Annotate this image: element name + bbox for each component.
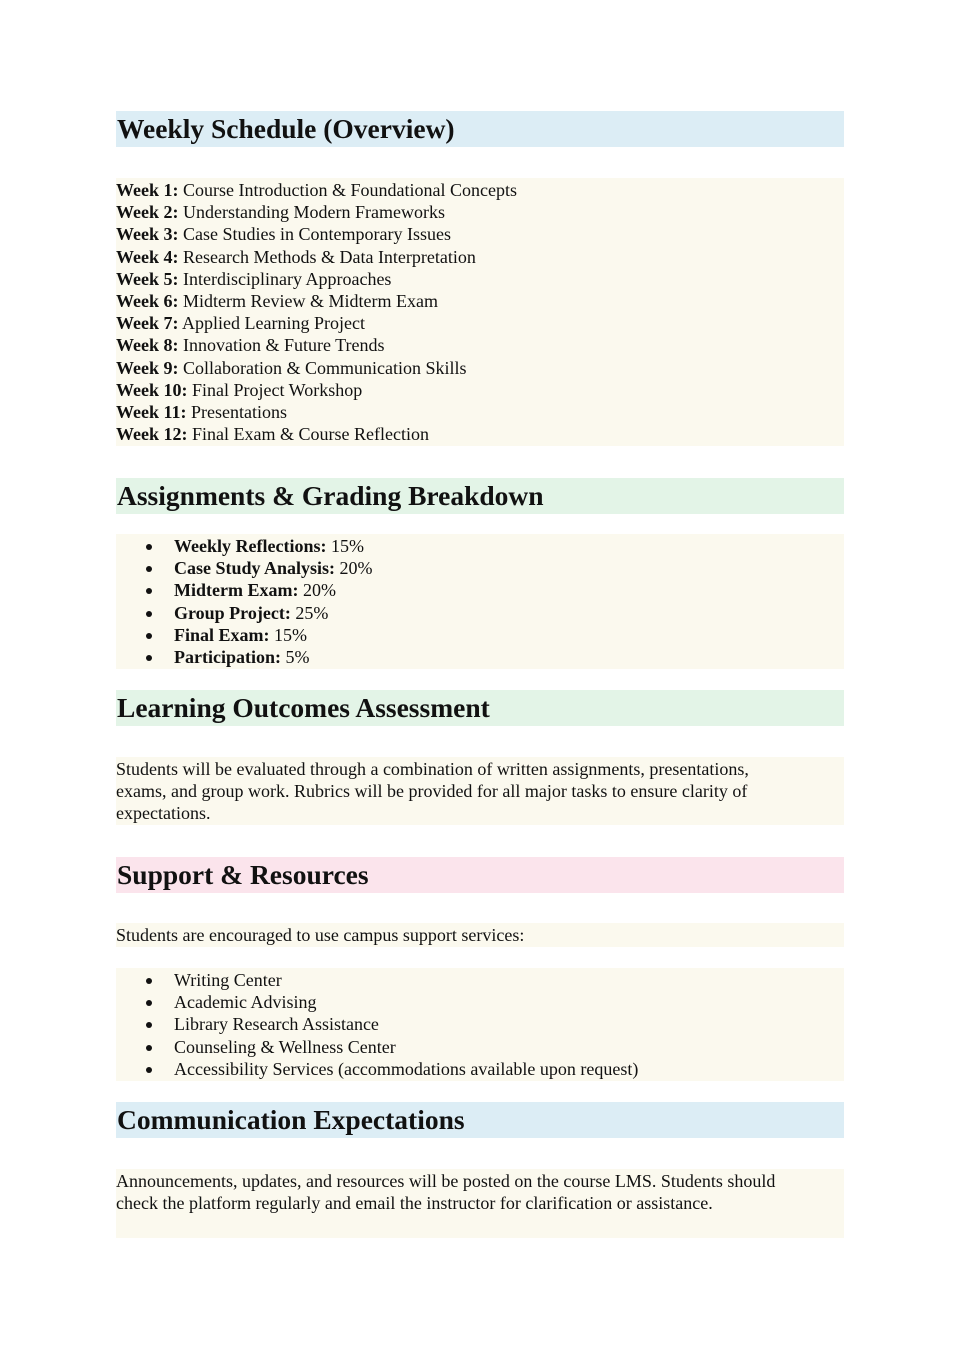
support-item: Academic Advising: [116, 991, 844, 1013]
outcomes-heading: Learning Outcomes Assessment: [116, 690, 844, 726]
bullet-icon: [146, 978, 152, 984]
weekly-schedule-list: [116, 178, 844, 446]
grading-heading: Assignments & Grading Breakdown: [116, 478, 844, 514]
week-item: Week 12: Final Exam & Course Reflection: [116, 424, 429, 445]
support-intro: Students are encouraged to use campus support services:: [116, 923, 844, 947]
bullet-icon: [146, 633, 152, 639]
bullet-icon: [146, 611, 152, 617]
bullet-icon: [146, 1067, 152, 1073]
week-item: Week 6: Midterm Review & Midterm Exam: [116, 290, 438, 311]
bullet-icon: [146, 1045, 152, 1051]
bullet-icon: [146, 566, 152, 572]
bullet-icon: [146, 655, 152, 661]
support-item: Writing Center: [116, 969, 844, 991]
grading-item: Weekly Reflections: 15%: [116, 535, 844, 557]
week-item: Week 2: Understanding Modern Frameworks: [116, 202, 445, 223]
communication-heading: Communication Expectations: [116, 1102, 844, 1138]
week-item: Week 8: Innovation & Future Trends: [116, 335, 385, 356]
grading-list: [116, 534, 844, 669]
paragraph-line: exams, and group work. Rubrics will be provided for all major tasks to ensure clarity of: [116, 781, 748, 802]
week-item: Week 5: Interdisciplinary Approaches: [116, 268, 392, 289]
support-heading: Support & Resources: [116, 857, 844, 893]
week-item: Week 9: Collaboration & Communication Skills: [116, 357, 467, 378]
grading-item: Final Exam: 15%: [116, 624, 844, 646]
weekly-schedule-heading: Weekly Schedule (Overview): [116, 111, 844, 147]
support-list: [116, 968, 844, 1081]
communication-paragraph: [116, 1169, 844, 1238]
week-item: Week 1: Course Introduction & Foundational Concepts: [116, 180, 517, 200]
support-item: Counseling & Wellness Center: [116, 1036, 844, 1058]
grading-item: Group Project: 25%: [116, 602, 844, 624]
bullet-icon: [146, 544, 152, 550]
week-item: Week 4: Research Methods & Data Interpretation: [116, 246, 476, 267]
grading-item: Participation: 5%: [116, 646, 844, 668]
bullet-icon: [146, 1022, 152, 1028]
support-item: Accessibility Services (accommodations available upon request): [116, 1058, 844, 1080]
bullet-icon: [146, 1000, 152, 1006]
grading-item: Midterm Exam: 20%: [116, 579, 844, 601]
grading-item: Case Study Analysis: 20%: [116, 557, 844, 579]
outcomes-paragraph: [116, 757, 844, 825]
paragraph-line: check the platform regularly and email the instructor for clarification or assistance.: [116, 1193, 713, 1214]
paragraph-line: Announcements, updates, and resources will be posted on the course LMS. Students should: [116, 1171, 776, 1191]
support-item: Library Research Assistance: [116, 1013, 844, 1035]
week-item: Week 11: Presentations: [116, 401, 287, 422]
bullet-icon: [146, 588, 152, 594]
week-item: Week 3: Case Studies in Contemporary Issues: [116, 224, 451, 245]
paragraph-line: expectations.: [116, 803, 211, 824]
paragraph-line: Students will be evaluated through a combination of written assignments, presentations,: [116, 759, 749, 779]
week-item: Week 7: Applied Learning Project: [116, 313, 365, 334]
week-item: Week 10: Final Project Workshop: [116, 379, 363, 400]
